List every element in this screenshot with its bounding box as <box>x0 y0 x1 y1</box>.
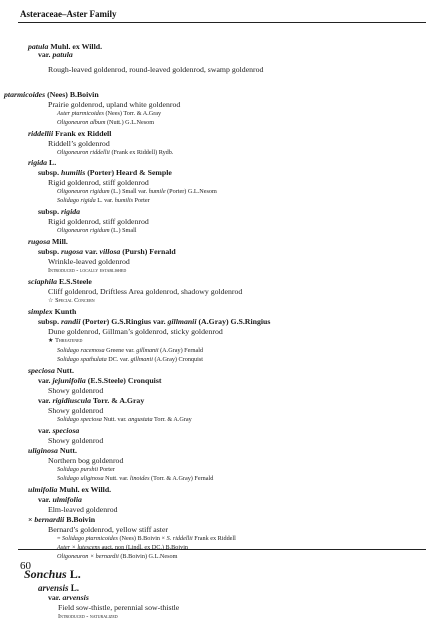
text-segment: var. <box>38 495 53 504</box>
text-segment: × <box>28 515 35 524</box>
text-segment: uliginosa <box>28 446 58 455</box>
synonym <box>57 475 213 483</box>
text-segment: Solidago racemosa <box>57 347 105 354</box>
text-segment: Torr. & A.Gray <box>152 416 192 423</box>
text-segment: var. <box>38 376 53 385</box>
text-segment: Nutt. var. <box>103 475 130 482</box>
text-segment: Oligoneuron × bernardii <box>57 553 119 560</box>
text-segment: bernardii <box>34 515 65 524</box>
text-segment: L. <box>66 567 81 581</box>
text-segment: Dune goldenrod, Gillman’s goldenrod, sticky goldenrod <box>48 327 223 336</box>
variety-heading <box>38 396 144 405</box>
synonym <box>57 356 203 364</box>
text-segment: Solidago ptarmicoides <box>62 535 118 542</box>
text-segment: patula <box>28 42 49 51</box>
status <box>48 297 95 305</box>
common-name <box>48 327 223 336</box>
text-segment: Elm-leaved goldenrod <box>48 505 118 514</box>
text-segment: Frank ex Riddell <box>192 535 236 542</box>
text-segment: Threatened <box>55 337 83 344</box>
text-segment: humilis <box>60 168 86 177</box>
text-segment: = <box>57 535 63 542</box>
text-segment: randii <box>60 317 81 326</box>
text-segment: Showy goldenrod <box>48 436 104 445</box>
text-segment: arvensis <box>38 583 69 593</box>
variety-heading <box>48 593 89 602</box>
species-heading <box>28 515 95 524</box>
text-segment: (Nutt.) G.L.Nesom <box>105 119 155 126</box>
common-name <box>48 436 103 445</box>
text-segment: (Porter) G.L.Nesom <box>165 188 217 195</box>
text-segment: arvensis <box>62 593 89 602</box>
text-segment: (Nees) Torr. & A.Gray <box>103 110 162 117</box>
text-segment: var. <box>83 247 100 256</box>
synonym <box>57 347 203 355</box>
text-segment: Oligoneuron album <box>57 119 106 126</box>
footer-rule <box>18 549 426 550</box>
synonym <box>57 119 154 127</box>
text-segment: ★ <box>48 337 56 344</box>
genus-heading <box>24 567 81 581</box>
text-segment: Nutt. var. <box>101 416 129 423</box>
text-segment: Porter <box>98 466 115 473</box>
common-name <box>48 386 103 395</box>
common-name <box>48 257 130 266</box>
text-segment: angustata <box>128 416 153 423</box>
species-heading <box>28 307 76 316</box>
text-segment: rugosa <box>60 247 84 256</box>
text-segment: villosa <box>99 247 121 256</box>
status <box>48 267 126 275</box>
text-segment: (E.S.Steele) Cronquist <box>85 376 162 385</box>
text-segment: L. var. <box>95 197 115 204</box>
text-segment: (L.) Small <box>109 227 137 234</box>
text-segment: var. <box>38 426 53 435</box>
text-segment: Aster × lutescens <box>57 544 101 551</box>
synonym <box>57 197 150 205</box>
text-segment: Showy goldenrod <box>48 386 104 395</box>
synonym <box>57 553 177 561</box>
text-segment: rigida <box>28 158 48 167</box>
variety-heading <box>38 50 73 59</box>
text-segment: speciosa <box>52 426 80 435</box>
common-name <box>48 456 123 465</box>
synonym <box>57 110 161 118</box>
text-segment: L. <box>47 158 57 167</box>
text-segment: (Porter) Heard & Semple <box>85 168 172 177</box>
text-segment: speciosa <box>28 366 55 375</box>
text-segment: DC. var. <box>106 356 131 363</box>
text-segment: Greene var. <box>104 347 137 354</box>
species-heading <box>28 129 111 138</box>
text-segment: Torr. & A.Gray <box>91 396 145 405</box>
text-segment: Wrinkle-leaved goldenrod <box>48 257 130 266</box>
page-number: 60 <box>20 560 31 572</box>
text-segment: Northern bog goldenrod <box>48 456 124 465</box>
variety-heading <box>38 426 79 435</box>
text-segment: humile <box>148 188 166 195</box>
text-segment: sciaphila <box>28 277 58 286</box>
text-segment: Oligoneuron riddellii <box>57 149 110 156</box>
common-name <box>48 100 180 109</box>
text-segment: ulmifolia <box>52 495 82 504</box>
text-segment: (L.) Small var. <box>109 188 149 195</box>
text-segment: (Nees) B.Boivin × <box>117 535 167 542</box>
species-heading <box>28 277 92 286</box>
text-segment: jejunifolia <box>52 376 86 385</box>
text-segment: Mill. <box>50 237 68 246</box>
text-segment: ulmifolia <box>28 485 58 494</box>
synonym <box>57 227 137 235</box>
text-segment: Aster ptarmicoides <box>57 110 104 117</box>
status <box>58 613 118 621</box>
variety-heading <box>38 168 172 177</box>
text-segment: simplex <box>28 307 53 316</box>
text-segment: (Torr. & A.Gray) Fernald <box>149 475 214 482</box>
text-segment: Prairie goldenrod, upland white goldenrod <box>48 100 181 109</box>
variety-heading <box>38 495 82 504</box>
text-segment: (A.Gray) G.S.Ringius <box>196 317 271 326</box>
variety-heading <box>38 317 270 326</box>
text-segment: linoides <box>129 475 150 482</box>
status <box>48 337 82 345</box>
text-segment: Muhl. ex Willd. <box>57 485 112 494</box>
species-heading <box>28 158 56 167</box>
running-header: Asteraceae–Aster Family <box>20 9 117 19</box>
common-name <box>48 139 110 148</box>
text-segment: Nutt. <box>57 446 77 455</box>
text-segment: ptarmicoides <box>4 90 46 99</box>
header-rule <box>18 22 426 23</box>
text-segment: (Pursh) Fernald <box>120 247 176 256</box>
text-segment: (A.Gray) Fernald <box>158 347 204 354</box>
variety-heading <box>38 207 80 216</box>
text-segment: Showy goldenrod <box>48 406 104 415</box>
text-segment: S. riddellii <box>166 535 193 542</box>
text-segment: subsp. <box>38 247 61 256</box>
text-segment: rugosa <box>28 237 51 246</box>
common-name <box>48 406 103 415</box>
variety-heading <box>38 376 161 385</box>
text-segment: gillmanii <box>130 356 153 363</box>
text-segment: (A.Gray) Cronquist <box>152 356 203 363</box>
text-segment: Introduced - locally established <box>48 267 127 274</box>
text-segment: subsp. <box>38 207 61 216</box>
text-segment: Kunth <box>52 307 77 316</box>
text-segment: Oligoneuron rigidum <box>57 188 110 195</box>
synonym <box>57 416 192 424</box>
text-segment: gillmanii <box>136 347 159 354</box>
text-segment: rigidiuscula <box>52 396 92 405</box>
text-segment: Riddell’s goldenrod <box>48 139 110 148</box>
text-segment: Solidago spathulata <box>57 356 107 363</box>
text-segment: subsp. <box>38 317 61 326</box>
common-name <box>48 505 118 514</box>
text-segment: (Porter) G.S.Ringius var. <box>80 317 168 326</box>
text-segment: Introduced - naturalized <box>58 613 118 620</box>
species-heading <box>28 366 74 375</box>
text-segment: ☆ <box>48 297 56 304</box>
synonym <box>57 535 236 543</box>
text-segment: Oligoneuron rigidum <box>57 227 110 234</box>
text-segment: gillmanii <box>167 317 197 326</box>
text-segment: patula <box>52 50 73 59</box>
common-name <box>58 603 179 612</box>
synonym <box>57 188 217 196</box>
text-segment: Sonchus <box>24 567 67 581</box>
common-name <box>48 287 242 296</box>
text-segment: (B.Boivin) G.L.Nesom <box>118 553 178 560</box>
variety-heading <box>38 247 176 256</box>
common-name <box>48 178 149 187</box>
text-segment: Field sow-thistle, perennial sow-thistle <box>58 603 180 612</box>
text-segment: Special Concern <box>55 297 95 304</box>
text-segment: rigida <box>60 207 81 216</box>
text-segment: (Nees) B.Boivin <box>45 90 99 99</box>
text-segment: Rough-leaved goldenrod, round-leaved goldenrod, swamp goldenrod <box>48 65 264 74</box>
text-segment: Bernard’s goldenrod, yellow stiff aster <box>48 525 169 534</box>
text-segment: Cliff goldenrod, Driftless Area goldenrod, shadowy goldenrod <box>48 287 243 296</box>
synonym <box>57 544 188 552</box>
text-segment: Solidago rigida <box>57 197 96 204</box>
text-segment: Muhl. ex Willd. <box>48 42 103 51</box>
text-segment: (Frank ex Riddell) Rydb. <box>109 149 174 156</box>
text-segment: Solidago uliginosa <box>57 475 104 482</box>
text-segment: var. <box>38 396 53 405</box>
text-segment: riddellii <box>28 129 54 138</box>
species-heading <box>28 485 111 494</box>
text-segment: Solidago speciosa <box>57 416 102 423</box>
text-segment: humilis <box>114 197 133 204</box>
text-segment: subsp. <box>38 168 61 177</box>
text-segment: Porter <box>133 197 150 204</box>
common-name <box>48 217 149 226</box>
text-segment: Rigid goldenrod, stiff goldenrod <box>48 178 149 187</box>
text-segment: B.Boivin <box>64 515 96 524</box>
synonym <box>57 149 173 157</box>
common-name <box>48 65 263 74</box>
text-segment: var. <box>48 593 63 602</box>
text-segment: Frank ex Riddell <box>53 129 112 138</box>
synonym <box>57 466 115 474</box>
species-heading <box>4 90 99 99</box>
species-heading <box>38 583 79 593</box>
text-segment: Nutt. <box>54 366 74 375</box>
text-segment: Rigid goldenrod, stiff goldenrod <box>48 217 149 226</box>
text-segment: var. <box>38 50 53 59</box>
text-segment: E.S.Steele <box>57 277 92 286</box>
species-heading <box>28 237 68 246</box>
species-heading <box>28 446 77 455</box>
text-segment: Solidago purshii <box>57 466 99 473</box>
text-segment: auct. non (Lindl. ex DC.) B.Boivin <box>100 544 189 551</box>
text-segment: L. <box>68 583 80 593</box>
common-name <box>48 525 168 534</box>
